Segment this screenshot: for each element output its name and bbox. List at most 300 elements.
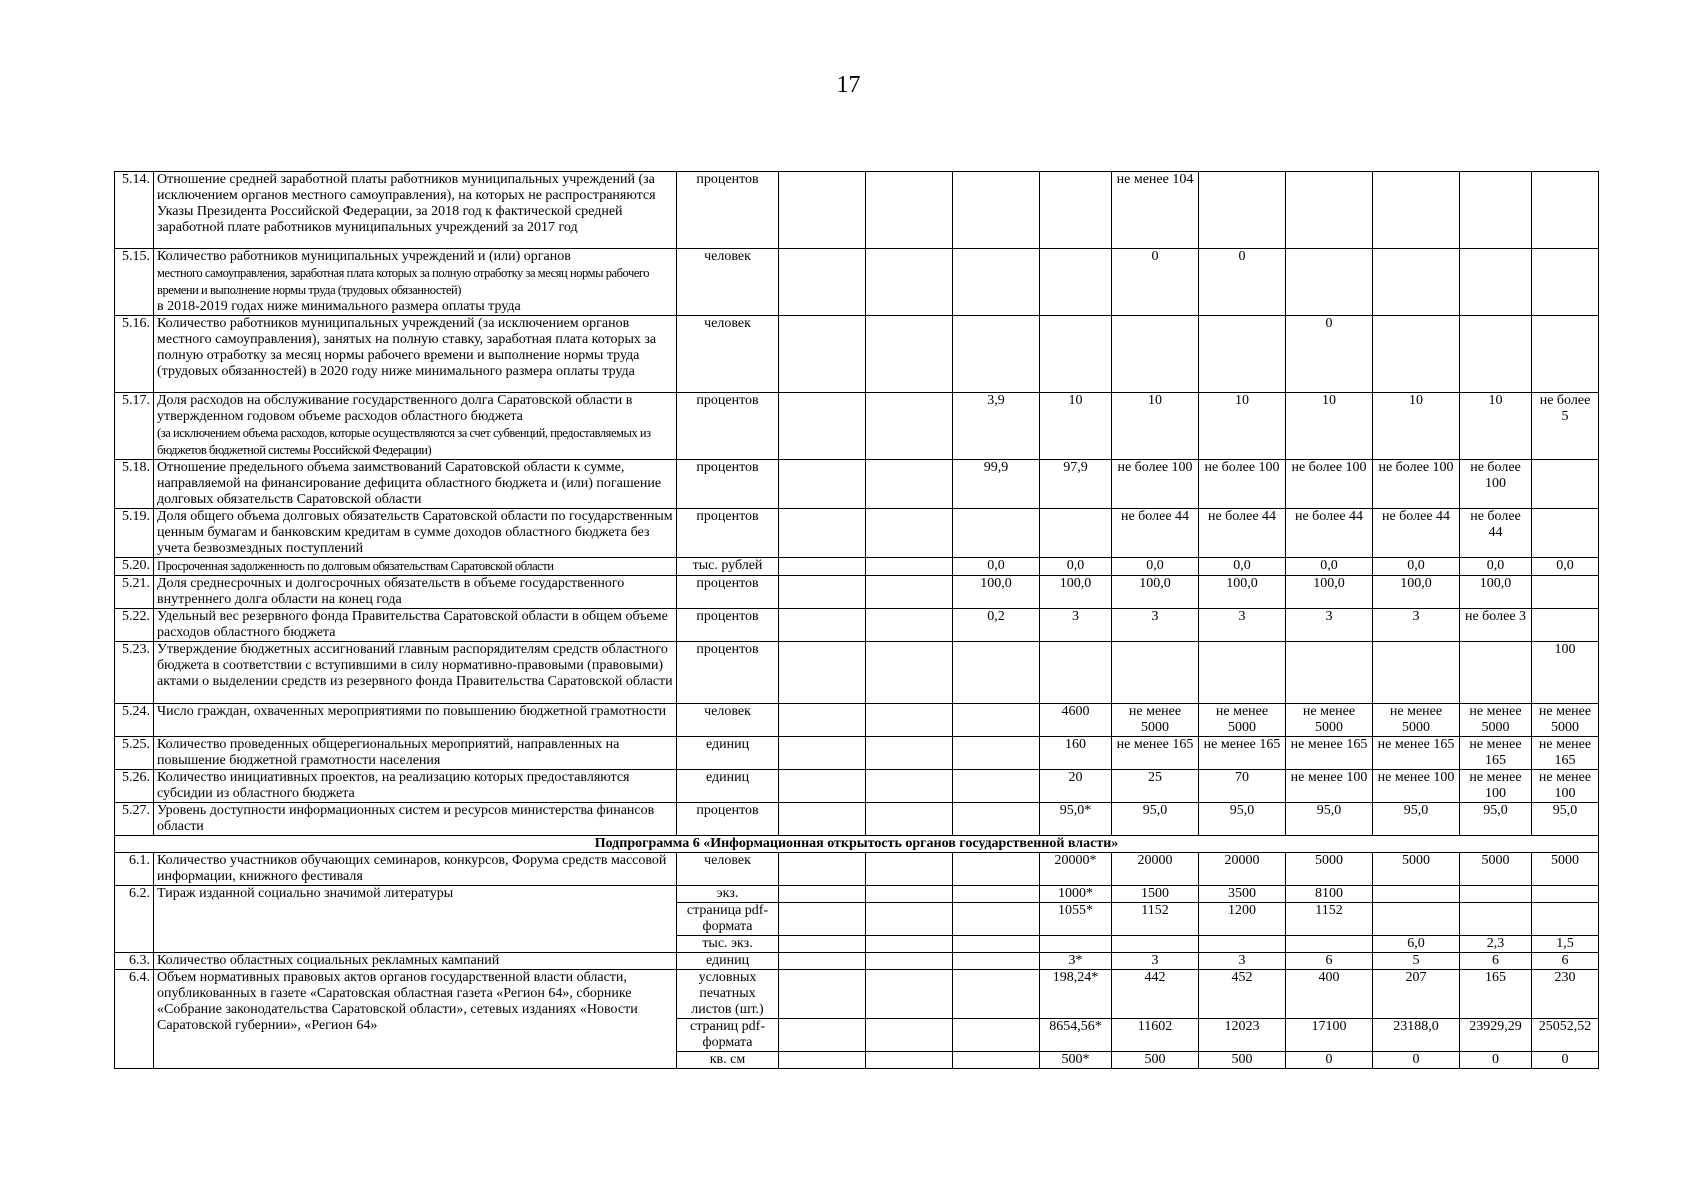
- value-cell: [1460, 903, 1532, 936]
- indicator-name-text: Доля среднесрочных и долгосрочных обязательств в объеме государственного внутреннего долга области на конец года: [157, 576, 625, 607]
- value-cell: [953, 770, 1040, 803]
- value-cell: не более 100: [1373, 460, 1460, 509]
- value-cell: [779, 853, 866, 886]
- table-row: [115, 886, 1599, 903]
- value-cell: 5000: [1286, 853, 1373, 886]
- value-cell: 1200: [1199, 903, 1286, 936]
- table-row: [115, 737, 1599, 770]
- indicator-name-condensed: (за исключением объема расходов, которые осуществляются за счет субвенций, предоставляемых из бюджетов бюджетной системы Российской Федерации): [157, 426, 651, 457]
- value-cell: 207: [1373, 970, 1460, 1019]
- value-cell: 3: [1199, 953, 1286, 970]
- value-cell: [866, 704, 953, 737]
- row-number: 5.25.: [115, 737, 154, 770]
- indicator-name: [154, 460, 677, 509]
- value-cell: [866, 509, 953, 558]
- indicator-name: [154, 609, 677, 642]
- table-row: [115, 509, 1599, 558]
- value-cell: 25: [1112, 770, 1199, 803]
- value-cell: 400: [1286, 970, 1373, 1019]
- value-cell: 6: [1286, 953, 1373, 970]
- value-cell: [1112, 642, 1199, 704]
- value-cell: [866, 249, 953, 316]
- value-cell: [779, 770, 866, 803]
- value-cell: [1532, 886, 1599, 903]
- value-cell: 3500: [1199, 886, 1286, 903]
- value-cell: 500*: [1040, 1052, 1112, 1069]
- value-cell: [953, 903, 1040, 936]
- value-cell: 100,0: [1373, 576, 1460, 609]
- value-cell: [866, 903, 953, 936]
- unit-cell: процентов: [677, 393, 779, 460]
- value-cell: [1040, 936, 1112, 953]
- indicator-name-text: Количество работников муниципальных учреждений (за исключением органов местного самоуправления), занятых на полную ставку, заработная плата которых за полную отработку за месяц нормы рабочего времени и выполнение нормы труда (трудовых обязанностей) в 2020 году ниже минимального размера оплаты труда: [157, 316, 657, 379]
- value-cell: не менее 165: [1199, 737, 1286, 770]
- value-cell: 95,0: [1460, 803, 1532, 836]
- value-cell: 3: [1040, 609, 1112, 642]
- table-row: [115, 853, 1599, 886]
- indicator-name-text: Утверждение бюджетных ассигнований главным распорядителям средств областного бюджета в соответствии с вступившими в силу нормативно-правовыми (правовыми) актами о выделении средств из резервного фонда Правительства Саратовской области: [157, 642, 673, 689]
- value-cell: не менее 165: [1532, 737, 1599, 770]
- value-cell: 3: [1286, 609, 1373, 642]
- unit-cell: единиц: [677, 770, 779, 803]
- row-number: 5.24.: [115, 704, 154, 737]
- table-row: [115, 770, 1599, 803]
- value-cell: не более 100: [1286, 460, 1373, 509]
- value-cell: [1112, 936, 1199, 953]
- indicator-name-text: Уровень доступности информационных систем и ресурсов министерства финансов области: [157, 803, 655, 834]
- value-cell: 1152: [1112, 903, 1199, 936]
- value-cell: [1532, 316, 1599, 393]
- value-cell: [779, 609, 866, 642]
- value-cell: [953, 936, 1040, 953]
- indicator-name: [154, 249, 677, 316]
- value-cell: 12023: [1199, 1019, 1286, 1052]
- unit-cell: процентов: [677, 172, 779, 249]
- value-cell: не более 44: [1199, 509, 1286, 558]
- value-cell: [1286, 936, 1373, 953]
- unit-cell: человек: [677, 853, 779, 886]
- value-cell: [1040, 249, 1112, 316]
- value-cell: 0: [1373, 1052, 1460, 1069]
- unit-cell: кв. см: [677, 1052, 779, 1069]
- value-cell: 0: [1199, 249, 1286, 316]
- row-number: 5.21.: [115, 576, 154, 609]
- value-cell: [866, 609, 953, 642]
- row-number: 5.18.: [115, 460, 154, 509]
- value-cell: [779, 737, 866, 770]
- value-cell: [1532, 172, 1599, 249]
- value-cell: [866, 172, 953, 249]
- value-cell: [779, 1019, 866, 1052]
- value-cell: [1460, 249, 1532, 316]
- value-cell: [1532, 609, 1599, 642]
- value-cell: 160: [1040, 737, 1112, 770]
- value-cell: [779, 936, 866, 953]
- value-cell: [866, 770, 953, 803]
- value-cell: 0: [1112, 249, 1199, 316]
- value-cell: не более 3: [1460, 609, 1532, 642]
- row-number: 5.22.: [115, 609, 154, 642]
- value-cell: 100,0: [1199, 576, 1286, 609]
- unit-cell: процентов: [677, 460, 779, 509]
- value-cell: 1000*: [1040, 886, 1112, 903]
- value-cell: 20000*: [1040, 853, 1112, 886]
- indicators-table: [114, 171, 1599, 1069]
- unit-cell: единиц: [677, 737, 779, 770]
- value-cell: 0,0: [1460, 558, 1532, 576]
- unit-cell: человек: [677, 316, 779, 393]
- value-cell: не более 44: [1373, 509, 1460, 558]
- value-cell: 4600: [1040, 704, 1112, 737]
- value-cell: [1532, 249, 1599, 316]
- value-cell: [1460, 172, 1532, 249]
- value-cell: 0,0: [1040, 558, 1112, 576]
- value-cell: 10: [1112, 393, 1199, 460]
- value-cell: 3: [1112, 953, 1199, 970]
- value-cell: 0: [1532, 1052, 1599, 1069]
- value-cell: [1373, 642, 1460, 704]
- value-cell: 95,0: [1532, 803, 1599, 836]
- value-cell: [1373, 172, 1460, 249]
- value-cell: [779, 970, 866, 1019]
- value-cell: не менее 5000: [1199, 704, 1286, 737]
- value-cell: не более 5: [1532, 393, 1599, 460]
- table-body: [115, 172, 1599, 1069]
- unit-cell: процентов: [677, 609, 779, 642]
- indicator-name: [154, 704, 677, 737]
- value-cell: 6: [1460, 953, 1532, 970]
- value-cell: [1532, 509, 1599, 558]
- value-cell: 0: [1286, 316, 1373, 393]
- value-cell: не более 100: [1112, 460, 1199, 509]
- value-cell: 95,0*: [1040, 803, 1112, 836]
- indicator-name: [154, 642, 677, 704]
- value-cell: [953, 886, 1040, 903]
- indicator-name: Тираж изданной социально значимой литературы: [154, 886, 677, 953]
- value-cell: 95,0: [1112, 803, 1199, 836]
- indicator-name: [154, 316, 677, 393]
- indicator-name: [154, 770, 677, 803]
- value-cell: [1199, 172, 1286, 249]
- value-cell: не менее 165: [1373, 737, 1460, 770]
- value-cell: не менее 104: [1112, 172, 1199, 249]
- value-cell: 5000: [1460, 853, 1532, 886]
- value-cell: [779, 886, 866, 903]
- indicator-name-text: Доля общего объема долговых обязательств Саратовской области по государственным ценным бумагам и банковским кредитам в сумме доходов областного бюджета без учета безвозмездных поступлений: [157, 509, 673, 556]
- value-cell: 198,24*: [1040, 970, 1112, 1019]
- indicator-name-text: Количество проведенных общерегиональных мероприятий, направленных на повышение бюджетной грамотности населения: [157, 737, 620, 768]
- unit-cell: человек: [677, 704, 779, 737]
- table-row: [115, 558, 1599, 576]
- value-cell: [1199, 316, 1286, 393]
- value-cell: 95,0: [1286, 803, 1373, 836]
- value-cell: [779, 953, 866, 970]
- value-cell: 0,0: [1199, 558, 1286, 576]
- value-cell: [866, 953, 953, 970]
- table-row: [115, 970, 1599, 1019]
- value-cell: [1373, 886, 1460, 903]
- value-cell: [779, 172, 866, 249]
- table-row: [115, 172, 1599, 249]
- value-cell: [1040, 509, 1112, 558]
- indicator-name: [154, 393, 677, 460]
- unit-cell: процентов: [677, 642, 779, 704]
- table-row: [115, 249, 1599, 316]
- value-cell: не менее 5000: [1286, 704, 1373, 737]
- value-cell: [953, 1019, 1040, 1052]
- value-cell: 100,0: [953, 576, 1040, 609]
- value-cell: не менее 165: [1286, 737, 1373, 770]
- value-cell: 0,2: [953, 609, 1040, 642]
- value-cell: 95,0: [1373, 803, 1460, 836]
- section-header-row: [115, 836, 1599, 853]
- value-cell: 3: [1199, 609, 1286, 642]
- value-cell: [1460, 316, 1532, 393]
- table-row: [115, 642, 1599, 704]
- value-cell: [953, 509, 1040, 558]
- unit-cell: страниц pdf-формата: [677, 1019, 779, 1052]
- value-cell: 0: [1460, 1052, 1532, 1069]
- indicator-name: [154, 576, 677, 609]
- value-cell: 1500: [1112, 886, 1199, 903]
- value-cell: не менее 165: [1112, 737, 1199, 770]
- unit-cell: процентов: [677, 576, 779, 609]
- row-number: 5.26.: [115, 770, 154, 803]
- unit-cell: экз.: [677, 886, 779, 903]
- value-cell: 5000: [1373, 853, 1460, 886]
- indicator-name-condensed: Просроченная задолженность по долговым обязательствам Саратовской области: [157, 559, 554, 573]
- value-cell: 20000: [1199, 853, 1286, 886]
- value-cell: 20000: [1112, 853, 1199, 886]
- value-cell: [866, 642, 953, 704]
- value-cell: [779, 393, 866, 460]
- table-row: [115, 460, 1599, 509]
- value-cell: [866, 316, 953, 393]
- indicator-name: [154, 737, 677, 770]
- unit-cell: тыс. экз.: [677, 936, 779, 953]
- value-cell: [779, 249, 866, 316]
- value-cell: 20: [1040, 770, 1112, 803]
- value-cell: 10: [1373, 393, 1460, 460]
- row-number: 5.19.: [115, 509, 154, 558]
- value-cell: [1373, 903, 1460, 936]
- value-cell: 6,0: [1373, 936, 1460, 953]
- value-cell: 10: [1460, 393, 1532, 460]
- value-cell: [779, 1052, 866, 1069]
- indicator-name-text: Число граждан, охваченных мероприятиями по повышению бюджетной грамотности: [157, 704, 667, 719]
- value-cell: 8654,56*: [1040, 1019, 1112, 1052]
- row-number: 5.20.: [115, 558, 154, 576]
- value-cell: [779, 558, 866, 576]
- value-cell: [866, 393, 953, 460]
- value-cell: [779, 576, 866, 609]
- value-cell: [1373, 316, 1460, 393]
- value-cell: не менее 5000: [1112, 704, 1199, 737]
- value-cell: [953, 1052, 1040, 1069]
- value-cell: 0,0: [1373, 558, 1460, 576]
- value-cell: [953, 970, 1040, 1019]
- indicator-name: [154, 509, 677, 558]
- value-cell: [866, 576, 953, 609]
- value-cell: 1,5: [1532, 936, 1599, 953]
- value-cell: [1040, 172, 1112, 249]
- value-cell: 452: [1199, 970, 1286, 1019]
- value-cell: [1460, 642, 1532, 704]
- value-cell: [953, 249, 1040, 316]
- value-cell: не менее 100: [1286, 770, 1373, 803]
- value-cell: [953, 953, 1040, 970]
- value-cell: [779, 903, 866, 936]
- value-cell: 1055*: [1040, 903, 1112, 936]
- value-cell: [1040, 642, 1112, 704]
- table-row: [115, 393, 1599, 460]
- value-cell: [953, 704, 1040, 737]
- value-cell: 500: [1112, 1052, 1199, 1069]
- value-cell: [953, 803, 1040, 836]
- value-cell: 0,0: [1532, 558, 1599, 576]
- row-number: 6.2.: [115, 886, 154, 953]
- value-cell: [866, 460, 953, 509]
- value-cell: [779, 803, 866, 836]
- indicator-name-tail: в 2018-2019 годах ниже минимального размера оплаты труда: [157, 299, 521, 314]
- value-cell: 5000: [1532, 853, 1599, 886]
- value-cell: не более 100: [1460, 460, 1532, 509]
- value-cell: 70: [1199, 770, 1286, 803]
- value-cell: 0,0: [953, 558, 1040, 576]
- value-cell: [1286, 172, 1373, 249]
- value-cell: не менее 100: [1460, 770, 1532, 803]
- indicator-name: Объем нормативных правовых актов органов государственной власти области, опубликованных в газете «Саратовская областная газета «Регион 64», сборнике «Собрание законодательства Саратовской области», сетевых изданиях «Новости Саратовской губернии», «Регион 64»: [154, 970, 677, 1069]
- value-cell: 11602: [1112, 1019, 1199, 1052]
- value-cell: не менее 100: [1373, 770, 1460, 803]
- unit-cell: условных печатных листов (шт.): [677, 970, 779, 1019]
- row-number: 5.14.: [115, 172, 154, 249]
- value-cell: 500: [1199, 1052, 1286, 1069]
- value-cell: 3*: [1040, 953, 1112, 970]
- table-row: [115, 704, 1599, 737]
- value-cell: не более 44: [1286, 509, 1373, 558]
- value-cell: [866, 853, 953, 886]
- value-cell: 3: [1112, 609, 1199, 642]
- value-cell: 230: [1532, 970, 1599, 1019]
- indicator-name-text: Удельный вес резервного фонда Правительства Саратовской области в общем объеме расходов областного бюджета: [157, 609, 668, 640]
- indicator-name: Количество участников обучающих семинаров, конкурсов, Форума средств массовой информации, книжного фестиваля: [154, 853, 677, 886]
- table-row: [115, 576, 1599, 609]
- value-cell: 10: [1040, 393, 1112, 460]
- value-cell: [779, 316, 866, 393]
- value-cell: 23929,29: [1460, 1019, 1532, 1052]
- value-cell: не менее 5000: [1460, 704, 1532, 737]
- value-cell: [866, 886, 953, 903]
- value-cell: [866, 936, 953, 953]
- unit-cell: единиц: [677, 953, 779, 970]
- value-cell: 5: [1373, 953, 1460, 970]
- table-row: [115, 953, 1599, 970]
- value-cell: [866, 558, 953, 576]
- value-cell: [1286, 642, 1373, 704]
- row-number: 5.15.: [115, 249, 154, 316]
- value-cell: 100,0: [1040, 576, 1112, 609]
- value-cell: [1532, 576, 1599, 609]
- indicator-name: [154, 558, 677, 576]
- value-cell: 99,9: [953, 460, 1040, 509]
- row-number: 6.1.: [115, 853, 154, 886]
- value-cell: [866, 1019, 953, 1052]
- value-cell: не менее 5000: [1373, 704, 1460, 737]
- value-cell: [1532, 460, 1599, 509]
- page-number: 17: [836, 72, 861, 98]
- value-cell: [1286, 249, 1373, 316]
- row-number: 5.16.: [115, 316, 154, 393]
- value-cell: [1373, 249, 1460, 316]
- value-cell: не менее 5000: [1532, 704, 1599, 737]
- value-cell: 165: [1460, 970, 1532, 1019]
- value-cell: 23188,0: [1373, 1019, 1460, 1052]
- value-cell: 3: [1373, 609, 1460, 642]
- value-cell: [866, 1052, 953, 1069]
- value-cell: 95,0: [1199, 803, 1286, 836]
- unit-cell: страница pdf-формата: [677, 903, 779, 936]
- value-cell: [779, 642, 866, 704]
- value-cell: [1532, 903, 1599, 936]
- row-number: 5.17.: [115, 393, 154, 460]
- value-cell: [1040, 316, 1112, 393]
- table-row: [115, 316, 1599, 393]
- value-cell: [953, 642, 1040, 704]
- indicator-name: Количество областных социальных рекламных кампаний: [154, 953, 677, 970]
- row-number: 5.23.: [115, 642, 154, 704]
- value-cell: [1112, 316, 1199, 393]
- value-cell: [1199, 936, 1286, 953]
- value-cell: не менее 100: [1532, 770, 1599, 803]
- unit-cell: человек: [677, 249, 779, 316]
- value-cell: 97,9: [1040, 460, 1112, 509]
- indicator-name: [154, 803, 677, 836]
- value-cell: [1460, 886, 1532, 903]
- value-cell: 100,0: [1112, 576, 1199, 609]
- value-cell: [953, 853, 1040, 886]
- value-cell: [779, 460, 866, 509]
- value-cell: не менее 165: [1460, 737, 1532, 770]
- indicator-name-text: Доля расходов на обслуживание государственного долга Саратовской области в утвержденном годовом объеме расходов областного бюджета: [157, 393, 633, 424]
- value-cell: 1152: [1286, 903, 1373, 936]
- value-cell: 3,9: [953, 393, 1040, 460]
- value-cell: 10: [1286, 393, 1373, 460]
- value-cell: 8100: [1286, 886, 1373, 903]
- value-cell: не более 44: [1460, 509, 1532, 558]
- value-cell: [779, 704, 866, 737]
- row-number: 6.4.: [115, 970, 154, 1069]
- value-cell: 2,3: [1460, 936, 1532, 953]
- value-cell: [866, 803, 953, 836]
- value-cell: 17100: [1286, 1019, 1373, 1052]
- value-cell: 25052,52: [1532, 1019, 1599, 1052]
- unit-cell: процентов: [677, 509, 779, 558]
- value-cell: 100: [1532, 642, 1599, 704]
- table-row: [115, 609, 1599, 642]
- row-number: 5.27.: [115, 803, 154, 836]
- indicator-name-text: Отношение предельного объема заимствований Саратовской области к сумме, направляемой на финансирование дефицита областного бюджета и (или) погашение долговых обязательств Саратовской области: [157, 460, 662, 507]
- unit-cell: процентов: [677, 803, 779, 836]
- value-cell: 0,0: [1286, 558, 1373, 576]
- value-cell: [866, 970, 953, 1019]
- table-row: [115, 803, 1599, 836]
- value-cell: 100,0: [1460, 576, 1532, 609]
- value-cell: [953, 172, 1040, 249]
- indicator-name-text: Количество работников муниципальных учреждений и (или) органов: [157, 249, 571, 264]
- row-number: 6.3.: [115, 953, 154, 970]
- value-cell: 100,0: [1286, 576, 1373, 609]
